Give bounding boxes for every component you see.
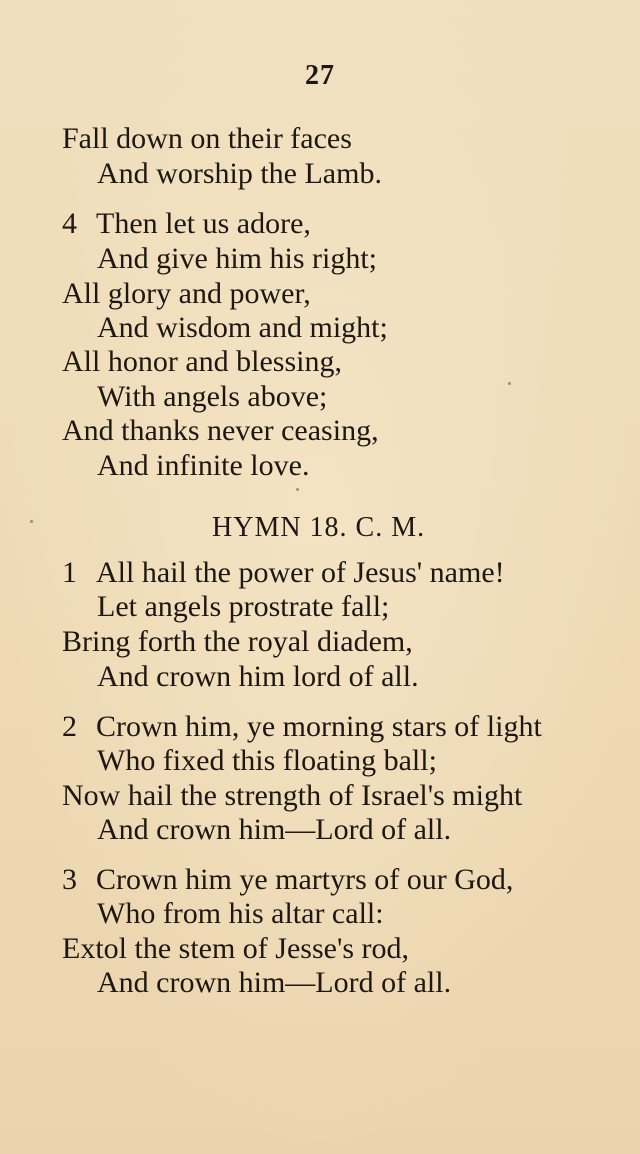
verse-line: And infinite love. — [97, 449, 310, 482]
verse-line: And thanks never ceasing, — [62, 414, 379, 447]
verse-line: Fall down on their faces — [62, 122, 352, 155]
verse-line: Bring forth the royal diadem, — [62, 625, 413, 658]
verse-line: And wisdom and might; — [97, 311, 388, 344]
verse-line — [62, 710, 542, 744]
verse-line: And give him his right; — [97, 242, 377, 275]
verse-line: Who from his altar call: — [97, 897, 384, 930]
verse-line — [62, 863, 513, 897]
verse-line: Now hail the strength of Israel's might — [62, 779, 523, 812]
verse-number: 2 — [62, 710, 77, 743]
paper-speck — [296, 488, 299, 491]
verse-line — [62, 207, 311, 241]
verse-line-text: Then let us adore, — [96, 207, 311, 240]
verse-line: All honor and blessing, — [62, 345, 342, 378]
page-number: 27 — [305, 60, 335, 91]
verse-line-text: Crown him, ye morning stars of light — [96, 710, 542, 743]
verse-number: 3 — [62, 863, 77, 896]
verse-line: All glory and power, — [62, 277, 311, 310]
verse-number: 1 — [62, 556, 77, 589]
verse-number: 4 — [62, 207, 77, 240]
hymn-title: HYMN 18. C. M. — [212, 512, 426, 543]
paper-speck — [508, 382, 511, 385]
verse-line-text: All hail the power of Jesus' name! — [96, 556, 505, 589]
verse-line: And crown him lord of all. — [97, 660, 419, 693]
verse-line: Extol the stem of Jesse's rod, — [62, 932, 410, 965]
verse-line — [62, 556, 505, 590]
paper-speck — [30, 520, 33, 523]
verse-line: And crown him—Lord of all. — [97, 813, 452, 846]
verse-line: Who fixed this floating ball; — [97, 744, 437, 777]
verse-line: And crown him—Lord of all. — [97, 966, 452, 999]
verse-line: With angels above; — [97, 380, 328, 413]
verse-line: And worship the Lamb. — [97, 157, 382, 190]
verse-line-text: Crown him ye martyrs of our God, — [96, 863, 514, 896]
verse-line: Let angels prostrate fall; — [97, 590, 390, 623]
